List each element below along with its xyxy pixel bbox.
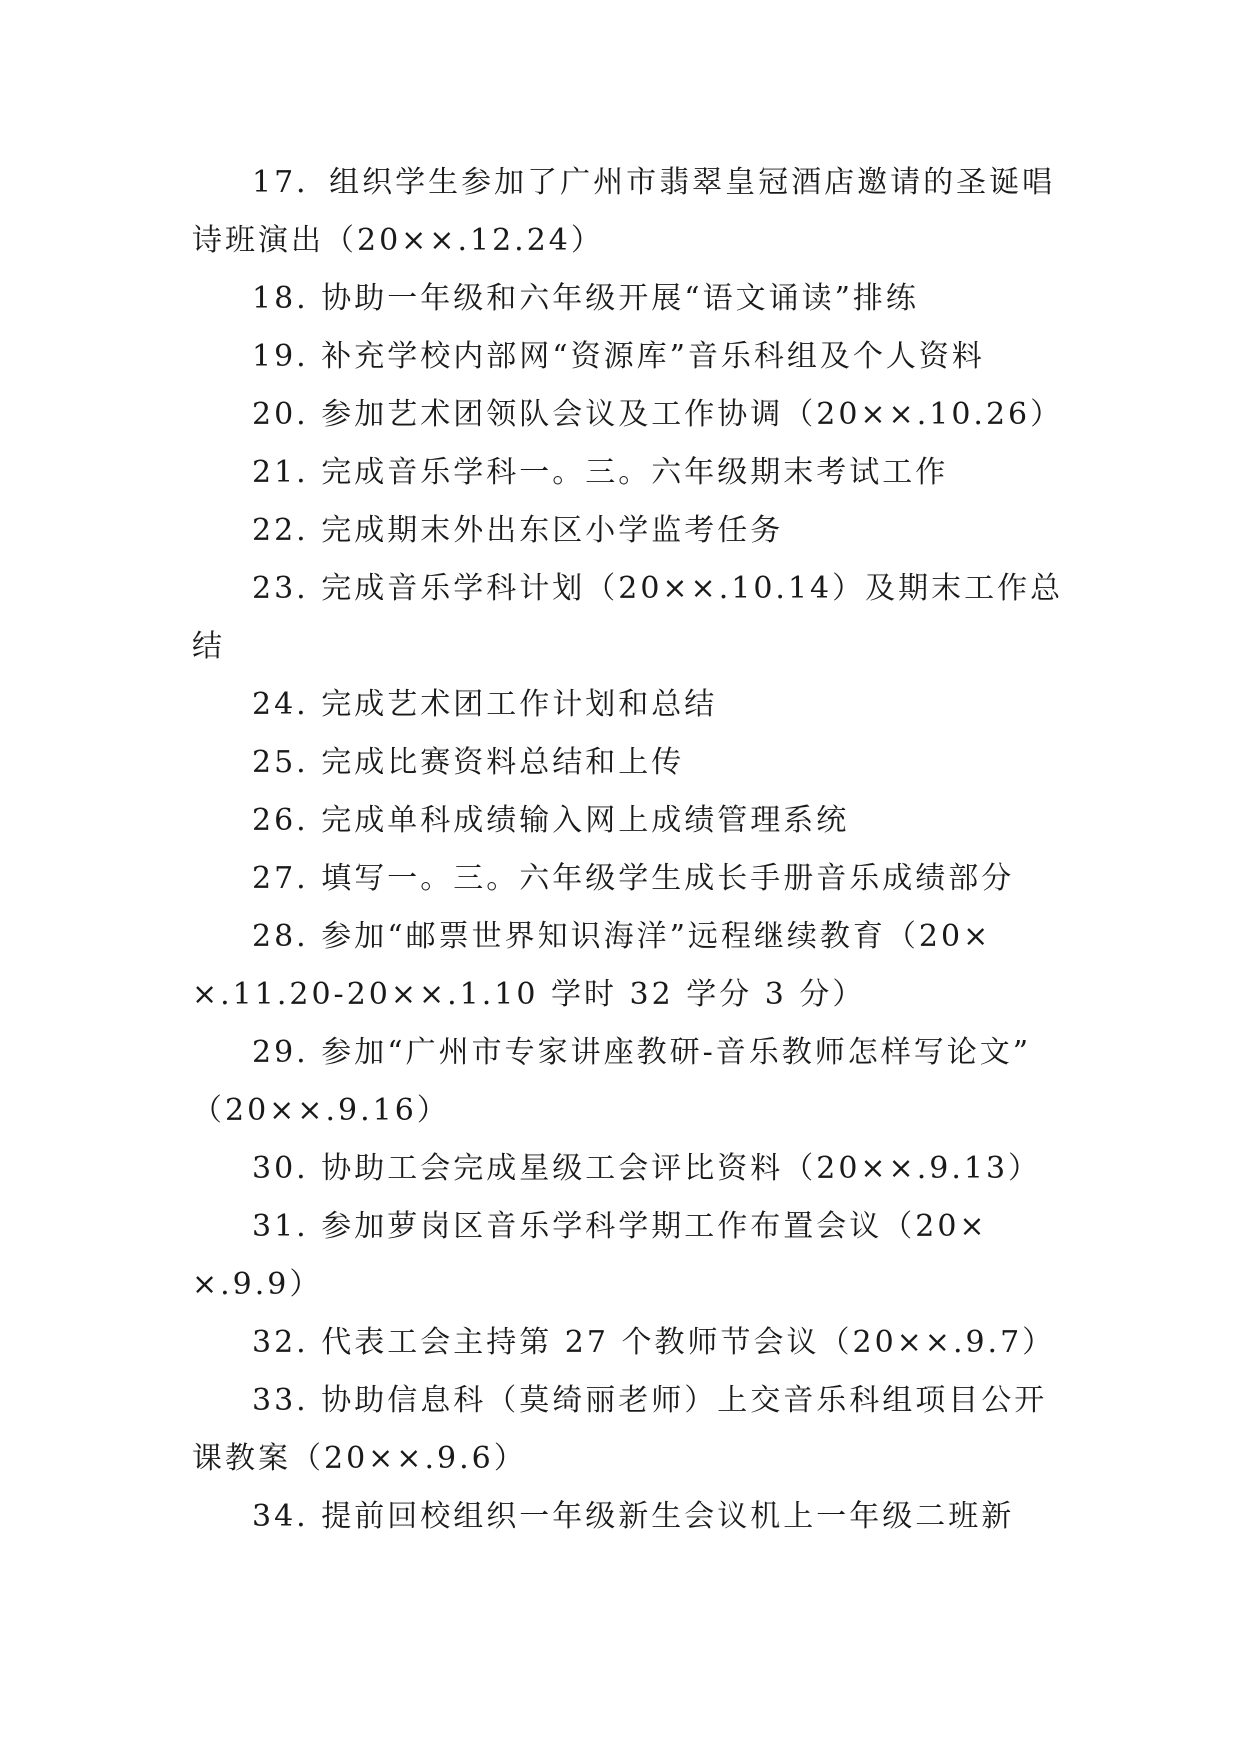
document-line: 27. 填写一。三。六年级学生成长手册音乐成绩部分 <box>252 861 1015 896</box>
document-line: 29. 参加“广州市专家讲座教研-音乐教师怎样写论文” <box>252 1035 1032 1070</box>
document-line: 25. 完成比赛资料总结和上传 <box>252 745 685 780</box>
document-line: 19. 补充学校内部网“资源库”音乐科组及个人资料 <box>252 339 985 374</box>
document-line: ×.11.20-20××.1.10 学时 32 学分 3 分） <box>192 977 866 1012</box>
document-line: 17．组织学生参加了广州市翡翠皇冠酒店邀请的圣诞唱 <box>252 165 1056 200</box>
document-line: 18. 协助一年级和六年级开展“语文诵读”排练 <box>252 281 919 316</box>
document-line: 31. 参加萝岗区音乐学科学期工作布置会议（20× <box>252 1209 988 1244</box>
document-line: 24. 完成艺术团工作计划和总结 <box>252 687 718 722</box>
document-line: 28. 参加“邮票世界知识海洋”远程继续教育（20× <box>252 919 992 954</box>
document-line: ×.9.9） <box>192 1267 323 1302</box>
document-line: 诗班演出（20××.12.24） <box>192 223 604 258</box>
document-line: （20××.9.16） <box>192 1093 450 1128</box>
document-line: 20. 参加艺术团领队会议及工作协调（20××.10.26） <box>252 397 1064 432</box>
document-line: 22. 完成期末外出东区小学监考任务 <box>252 513 784 548</box>
document-line: 23. 完成音乐学科计划（20××.10.14）及期末工作总 <box>252 571 1064 606</box>
document-line: 33. 协助信息科（莫绮丽老师）上交音乐科组项目公开 <box>252 1383 1048 1418</box>
document-body <box>192 154 1072 1546</box>
document-line: 课教案（20××.9.6） <box>192 1441 527 1476</box>
document-line: 32. 代表工会主持第 27 个教师节会议（20××.9.7） <box>252 1325 1056 1360</box>
document-line: 34. 提前回校组织一年级新生会议机上一年级二班新 <box>252 1499 1015 1534</box>
document-line: 结 <box>192 629 225 664</box>
document-line: 21. 完成音乐学科一。三。六年级期末考试工作 <box>252 455 949 490</box>
document-line: 30. 协助工会完成星级工会评比资料（20××.9.13） <box>252 1151 1042 1186</box>
document-line: 26. 完成单科成绩输入网上成绩管理系统 <box>252 803 850 838</box>
